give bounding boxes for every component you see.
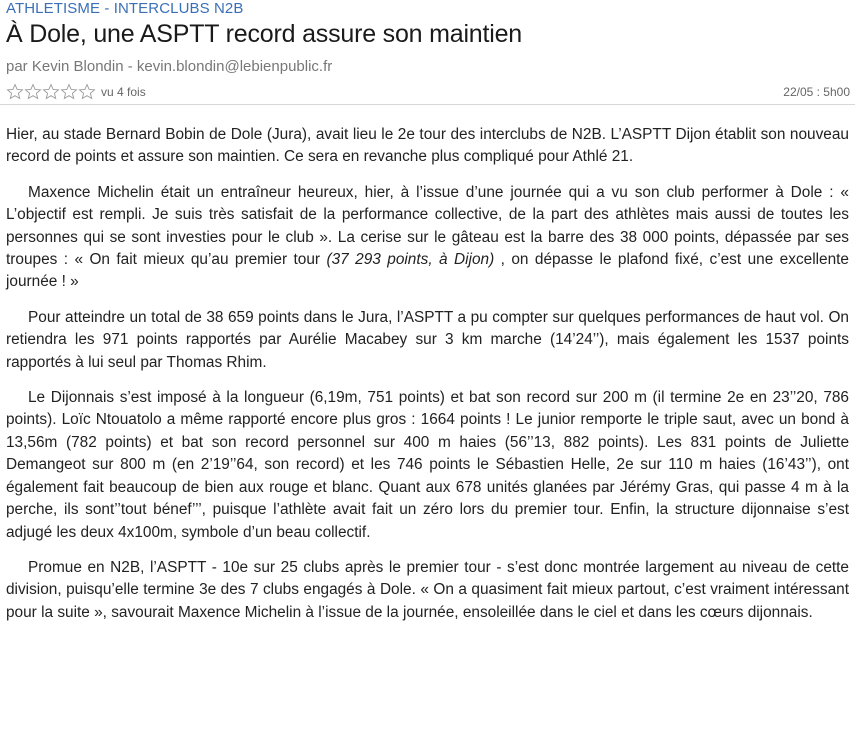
star-outline-icon[interactable] [24, 83, 42, 101]
header-divider [0, 104, 855, 105]
article-body [6, 124, 849, 637]
article-paragraph: Promue en N2B, l’ASPTT - 10e sur 25 clubs après le premier tour - s’est donc montrée largement au niveau de cette division, puisqu’elle termine 3e des 7 clubs engagés à Dole. « On a quasiment fait mieux partout, c’est vraiment intéressant pour la suite », savourait Maxence Michelin à l’issue de la journée, ensoleillée dans le ciel et dans les cœurs dijonnais. [6, 558, 849, 621]
star-outline-icon[interactable] [6, 83, 24, 101]
article-header [6, 0, 851, 76]
article-paragraph: Hier, au stade Bernard Bobin de Dole (Jura), avait lieu le 2e tour des interclubs de N2B. L’ASPTT Dijon établit son nouveau record de points et assure son maintien. Ce sera en revanche plus compliqué pour Athlé 21. [6, 126, 849, 166]
article-paragraph: Pour atteindre un total de 38 659 points dans le Jura, l’ASPTT a pu compter sur quelques performances de haut vol. On retiendra les 971 points rapportés par Aurélie Macabey sur 3 km marche (14’24’’), mais également les 1537 points rapportés à lui seul par Thomas Rhim. [6, 308, 849, 371]
star-outline-icon[interactable] [78, 83, 96, 101]
paragraph-text: , on dépasse le plafond fixé, c’est une excellente journée ! » [6, 251, 849, 291]
italic-aside: (37 293 points, à Dijon) [326, 251, 495, 269]
section-rubric[interactable]: ATHLETISME - INTERCLUBS N2B [6, 0, 244, 17]
publish-datetime: 22/05 : 5h00 [783, 85, 850, 99]
view-count: vu 4 fois [101, 85, 146, 99]
article-paragraph [6, 182, 849, 294]
paragraph-text: Maxence Michelin était un entraîneur heureux, hier, à l’issue d’une journée qui a vu son club performer à Dole : « L’objectif est rempli. Je suis très satisfait de la performance collective, de la part des athlètes mais aussi de toutes les personnes qui se sont investies pour le club ». La cerise sur le gâteau est la barre des 38 000 points, dépassée par ses troupes : « On fait mieux qu’au premier tour [6, 183, 849, 269]
article-meta [6, 83, 850, 101]
star-outline-icon[interactable] [60, 83, 78, 101]
star-outline-icon[interactable] [42, 83, 60, 101]
author-byline: par Kevin Blondin - kevin.blondin@lebienpublic.fr [6, 58, 333, 75]
page-title: À Dole, une ASPTT record assure son maintien [6, 20, 523, 48]
rating-stars[interactable] [6, 83, 96, 101]
article-paragraph: Le Dijonnais s’est imposé à la longueur (6,19m, 751 points) et bat son record sur 200 m (il termine 2e en 23’’20, 786 points). Loïc Ntouatolo a même rapporté encore plus gros : 1664 points ! Le junior remporte le triple saut, avec un bond à 13,56m (782 points) et bat son record personnel sur 400 m haies (56’’13, 882 points). Les 831 points de Juliette Demangeot sur 800 m (en 2’19’’64, son record) et les 746 points le Sébastien Helle, 2e sur 110 m haies (16’43’’), ont également fait beaucoup de bien aux rouge et blanc. Quant aux 678 unités glanées par Jérémy Gras, qui passe 4 m à la perche, ils sont’’tout bénef’’’, puisque l’athlète avait fait un zéro lors du premier tour. Enfin, la structure dijonnaise s’est adjugé les deux 4x100m, symbole d’un beau collectif. [6, 389, 849, 541]
